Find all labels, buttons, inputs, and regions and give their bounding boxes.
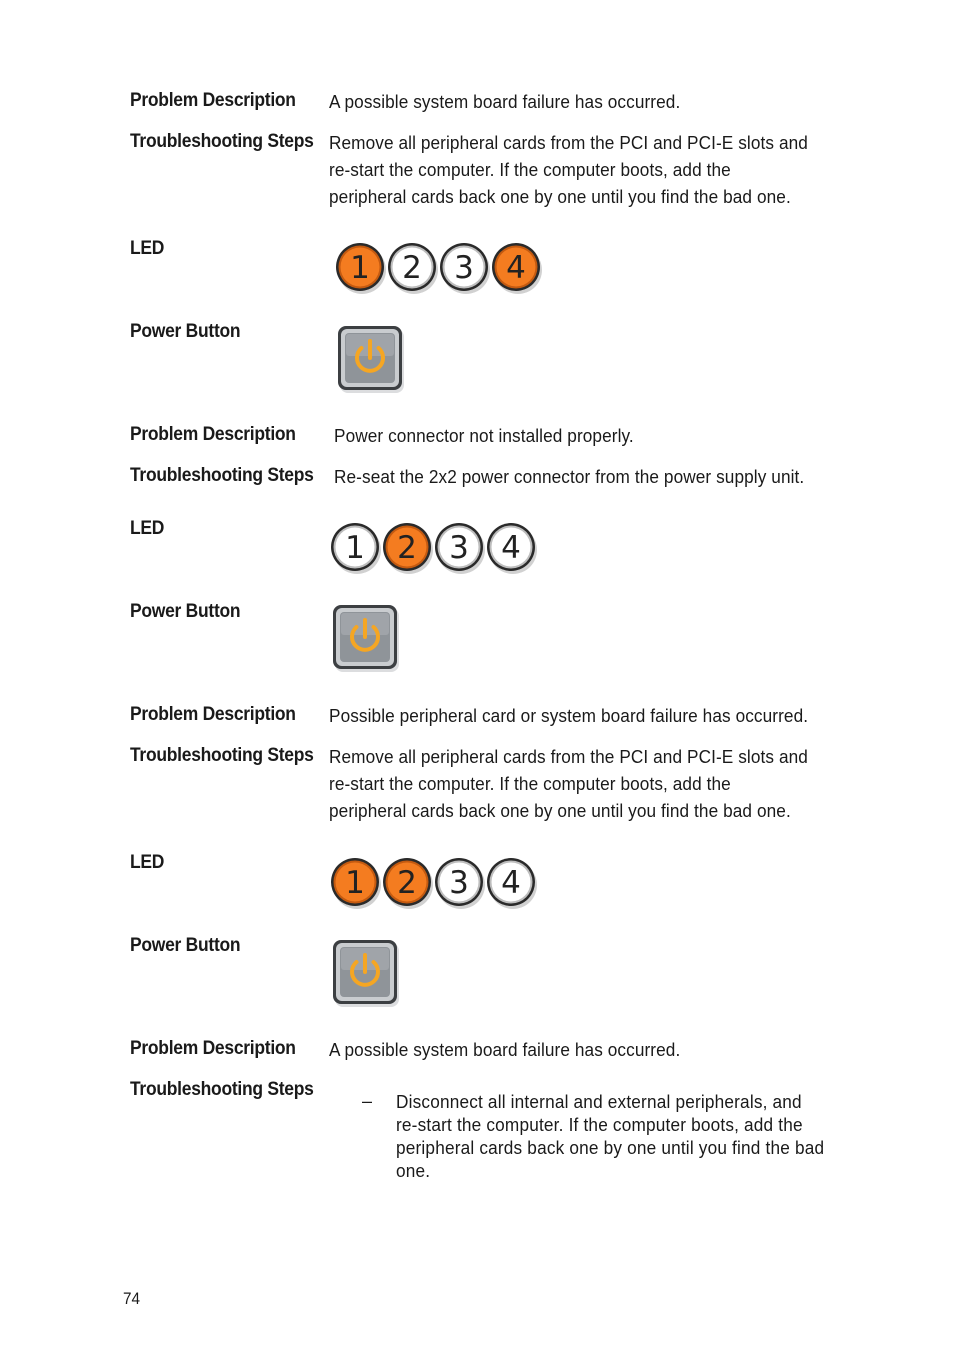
troubleshooting-steps-text: Remove all peripheral cards from the PCI and PCI-E slots and re-start the computer. If the computer boots, add the peripheral cards back one by one until you find the bad one. — [329, 746, 808, 821]
problem-description-text: A possible system board failure has occurred. — [329, 1039, 681, 1060]
led-number: 2 — [397, 865, 417, 901]
led-1-icon — [336, 243, 386, 294]
led-4-icon — [487, 523, 537, 574]
led-4-icon — [492, 243, 542, 294]
led-number: 2 — [397, 530, 417, 566]
led-indicator-group — [334, 240, 548, 296]
problem-description-text: A possible system board failure has occurred. — [329, 91, 681, 112]
led-number: 2 — [402, 250, 422, 286]
led-label: LED — [130, 518, 165, 539]
problem-description-label: Problem Description — [130, 1038, 296, 1059]
led-1-icon — [331, 523, 381, 574]
led-3-icon — [435, 523, 485, 574]
troubleshooting-steps-text: Remove all peripheral cards from the PCI and PCI-E slots and re-start the computer. If the computer boots, add the peripheral cards back one by one until you find the bad one. — [329, 132, 808, 207]
led-number: 4 — [501, 865, 521, 901]
troubleshooting-steps-label: Troubleshooting Steps — [130, 465, 314, 486]
led-number: 3 — [454, 250, 474, 286]
problem-description-label: Problem Description — [130, 90, 296, 111]
troubleshooting-bullet-text: Disconnect all internal and external peripherals, and re-start the computer. If the computer boots, add the peripheral cards back one by one until you find the bad one. — [396, 1091, 825, 1181]
power-icon — [332, 939, 402, 1009]
problem-description-label: Problem Description — [130, 424, 296, 445]
led-indicator-group — [329, 855, 543, 911]
led-number: 3 — [449, 865, 469, 901]
led-1-icon — [331, 858, 381, 909]
led-number: 1 — [345, 530, 365, 566]
troubleshooting-steps-text: Re-seat the 2x2 power connector from the power supply unit. — [334, 466, 805, 487]
troubleshooting-steps-label: Troubleshooting Steps — [130, 131, 314, 152]
power-button-label: Power Button — [130, 935, 241, 956]
led-2-icon — [383, 523, 433, 574]
led-number: 4 — [501, 530, 521, 566]
page-number: 74 — [123, 1289, 141, 1308]
led-number: 3 — [449, 530, 469, 566]
led-2-icon — [383, 858, 433, 909]
led-4-icon — [487, 858, 537, 909]
power-icon — [337, 325, 407, 395]
led-number: 1 — [350, 250, 370, 286]
led-label: LED — [130, 238, 165, 259]
led-3-icon — [435, 858, 485, 909]
power-button-label: Power Button — [130, 601, 241, 622]
bullet-dash: – — [362, 1091, 373, 1111]
problem-description-text: Possible peripheral card or system board failure has occurred. — [329, 705, 809, 726]
led-label: LED — [130, 852, 165, 873]
power-icon — [332, 604, 402, 674]
power-button-label: Power Button — [130, 321, 241, 342]
problem-description-label: Problem Description — [130, 704, 296, 725]
led-indicator-group — [329, 520, 543, 576]
led-number: 4 — [506, 250, 526, 286]
troubleshooting-steps-label: Troubleshooting Steps — [130, 1079, 314, 1100]
led-2-icon — [388, 243, 438, 294]
led-number: 1 — [345, 865, 365, 901]
led-3-icon — [440, 243, 490, 294]
problem-description-text: Power connector not installed properly. — [334, 425, 634, 446]
troubleshooting-steps-label: Troubleshooting Steps — [130, 745, 314, 766]
